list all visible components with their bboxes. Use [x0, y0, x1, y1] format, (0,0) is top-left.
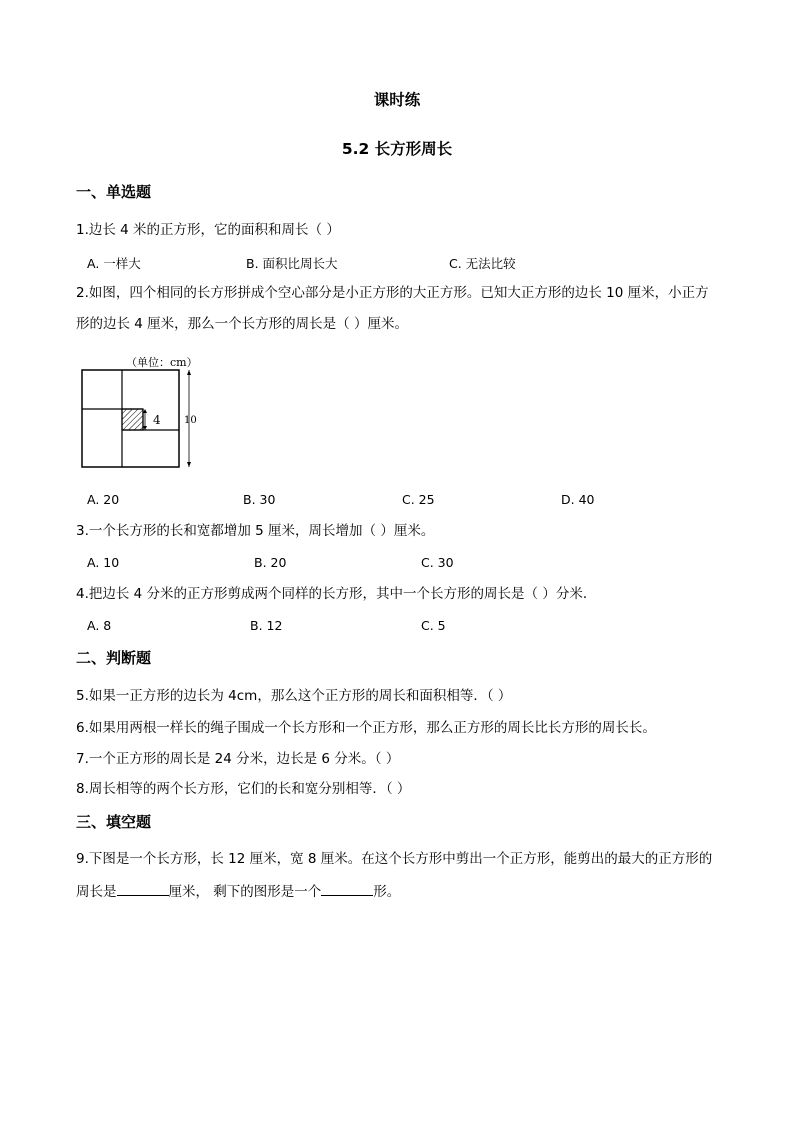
question-1-option-b: B. 面积比周长大: [246, 256, 338, 271]
question-9-text-a: 周长是: [76, 884, 117, 900]
figure-inner-label: 4: [153, 413, 161, 427]
question-1-option-c: C. 无法比较: [449, 256, 516, 271]
question-3-option-a: A. 10: [87, 555, 120, 570]
question-4-option-a: A. 8: [87, 618, 112, 633]
question-2-text-line-2: 形的边长 4 厘米，那么一个长方形的周长是（ ）厘米。: [76, 316, 408, 332]
question-9-text-line-2: [76, 883, 400, 901]
question-8-text: 8.周长相等的两个长方形，它们的长和宽分别相等．（ ）: [76, 781, 411, 797]
figure-outer-label: 10: [184, 415, 197, 426]
question-9-text-c: 形。: [373, 884, 401, 900]
question-1-text: 1.边长 4 米的正方形，它的面积和周长（ ）: [76, 222, 340, 238]
section-title-fill-blank: 三、填空题: [76, 813, 152, 831]
question-3-option-b: B. 20: [254, 555, 287, 570]
page-title: 课时练: [373, 91, 421, 109]
question-1-option-a: A. 一样大: [87, 256, 141, 271]
figure-inner-square: [122, 409, 143, 430]
page-subtitle: 5.2 长方形周长: [341, 140, 453, 158]
section-title-single-choice: 一、单选题: [76, 183, 152, 201]
question-2-option-a: A. 20: [87, 492, 120, 507]
question-3-option-c: C. 30: [421, 555, 454, 570]
question-2-option-b: B. 30: [243, 492, 276, 507]
question-2-option-d: D. 40: [561, 492, 595, 507]
question-6-text: 6.如果用两根一样长的绳子围成一个长方形和一个正方形，那么正方形的周长比长方形的周长长。: [76, 720, 656, 736]
question-2-option-c: C. 25: [402, 492, 435, 507]
question-4-option-c: C. 5: [421, 618, 446, 633]
question-2-figure: [76, 352, 206, 472]
question-9-blank-1[interactable]: [117, 883, 169, 896]
question-9-text-line-1: 9.下图是一个长方形，长 12 厘米，宽 8 厘米。在这个长方形中剪出一个正方形，能剪出的最大的正方形的: [76, 851, 713, 867]
question-9-text-b: 厘米， 剩下的图形是一个: [168, 884, 322, 900]
question-9-blank-2[interactable]: [321, 883, 373, 896]
question-7-text: 7.一个正方形的周长是 24 分米，边长是 6 分米。（ ）: [76, 751, 400, 767]
question-4-option-b: B. 12: [250, 618, 283, 633]
figure-unit-label: （单位：cm）: [126, 356, 198, 369]
question-2-text-line-1: 2.如图，四个相同的长方形拼成个空心部分是小正方形的大正方形。已知大正方形的边长 10 厘米，小正方: [76, 285, 709, 301]
question-3-text: 3.一个长方形的长和宽都增加 5 厘米，周长增加（ ）厘米。: [76, 523, 435, 539]
question-4-text: 4.把边长 4 分米的正方形剪成两个同样的长方形，其中一个长方形的周长是（ ）分米．: [76, 586, 597, 602]
section-title-true-false: 二、判断题: [76, 649, 152, 667]
question-5-text: 5.如果一正方形的边长为 4cm，那么这个正方形的周长和面积相等．（ ）: [76, 688, 512, 704]
